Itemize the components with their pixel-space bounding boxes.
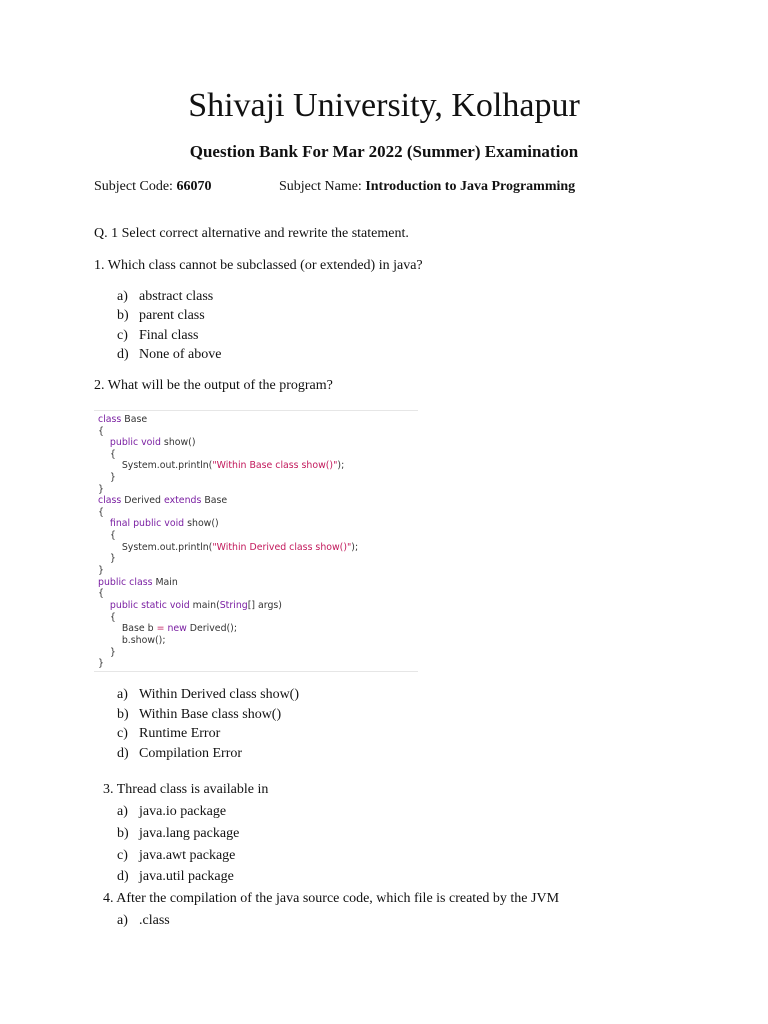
- option-text: Within Derived class show(): [139, 687, 300, 702]
- option-text: None of above: [139, 347, 222, 362]
- option-letter: d): [117, 347, 129, 362]
- code-line: System.out.println("Within Base class show()");: [98, 460, 345, 471]
- code-line: Base b = new Derived();: [98, 623, 237, 634]
- option-text: parent class: [139, 308, 205, 323]
- code-line: final public void show(): [109, 518, 219, 529]
- q3-option-a: [117, 803, 226, 821]
- code-line: class Base: [98, 414, 148, 425]
- option-text: Compilation Error: [139, 746, 243, 761]
- q1-option-d: [117, 346, 221, 364]
- code-line: {: [98, 449, 116, 460]
- option-text: Within Base class show(): [139, 707, 282, 722]
- code-line: }: [98, 565, 104, 576]
- code-line: b.show();: [98, 635, 166, 646]
- option-text: java.awt package: [139, 848, 236, 863]
- q2-option-b: [117, 706, 281, 724]
- option-letter: c): [117, 726, 128, 741]
- code-line: }: [98, 553, 116, 564]
- option-letter: a): [117, 913, 128, 928]
- question-1-text: 1. Which class cannot be subclassed (or extended) in java?: [94, 258, 423, 273]
- code-line: {: [98, 426, 104, 437]
- subject-name: [279, 178, 575, 196]
- option-letter: d): [117, 869, 129, 884]
- option-text: Final class: [139, 328, 199, 343]
- code-line: }: [98, 484, 104, 495]
- subject-name-label: Subject Name:: [279, 179, 362, 194]
- subject-code: [94, 178, 211, 196]
- option-letter: c): [117, 848, 128, 863]
- option-text: abstract class: [139, 289, 214, 304]
- option-letter: b): [117, 826, 129, 841]
- q2-option-d: [117, 745, 242, 763]
- option-letter: c): [117, 328, 128, 343]
- code-line: {: [98, 612, 116, 623]
- q1-option-b: [117, 307, 205, 325]
- q3-option-d: [117, 868, 234, 886]
- option-letter: a): [117, 289, 128, 304]
- code-line: {: [98, 507, 104, 518]
- option-letter: b): [117, 308, 129, 323]
- code-line: }: [98, 647, 116, 658]
- option-text: java.util package: [139, 869, 234, 884]
- option-letter: d): [117, 746, 129, 761]
- subject-code-label: Subject Code:: [94, 179, 173, 194]
- code-line: {: [98, 588, 104, 599]
- section-heading: Q. 1 Select correct alternative and rewrite the statement.: [94, 226, 409, 241]
- q4-option-a: [117, 912, 170, 930]
- q2-option-a: [117, 686, 299, 704]
- q3-option-b: [117, 825, 239, 843]
- option-letter: a): [117, 687, 128, 702]
- code-line: {: [98, 530, 116, 541]
- code-line: public class Main: [98, 577, 178, 588]
- q3-option-c: [117, 847, 235, 865]
- q2-option-c: [117, 725, 220, 743]
- option-letter: b): [117, 707, 129, 722]
- question-4-text: 4. After the compilation of the java source code, which file is created by the JVM: [103, 891, 560, 906]
- code-line: }: [98, 658, 104, 669]
- question-2-text: 2. What will be the output of the program?: [94, 378, 333, 393]
- code-line: System.out.println("Within Derived class show()");: [98, 542, 359, 553]
- subject-name-value: Introduction to Java Programming: [365, 179, 576, 194]
- option-text: .class: [139, 913, 170, 928]
- option-text: java.lang package: [139, 826, 240, 841]
- code-line: }: [98, 472, 116, 483]
- code-line: public static void main(String[] args): [109, 600, 282, 611]
- code-screenshot: [94, 410, 418, 672]
- question-3-text: 3. Thread class is available in: [103, 782, 269, 797]
- code-line: public void show(): [109, 437, 196, 448]
- subject-code-value: 66070: [176, 179, 212, 194]
- page-title: Shivaji University, Kolhapur: [188, 87, 580, 124]
- q1-option-c: [117, 327, 199, 345]
- option-letter: a): [117, 804, 128, 819]
- code-line: class Derived extends Base: [98, 495, 228, 506]
- option-text: java.io package: [139, 804, 227, 819]
- option-text: Runtime Error: [139, 726, 221, 741]
- q1-option-a: [117, 288, 213, 306]
- page-subtitle: Question Bank For Mar 2022 (Summer) Examination: [189, 142, 579, 161]
